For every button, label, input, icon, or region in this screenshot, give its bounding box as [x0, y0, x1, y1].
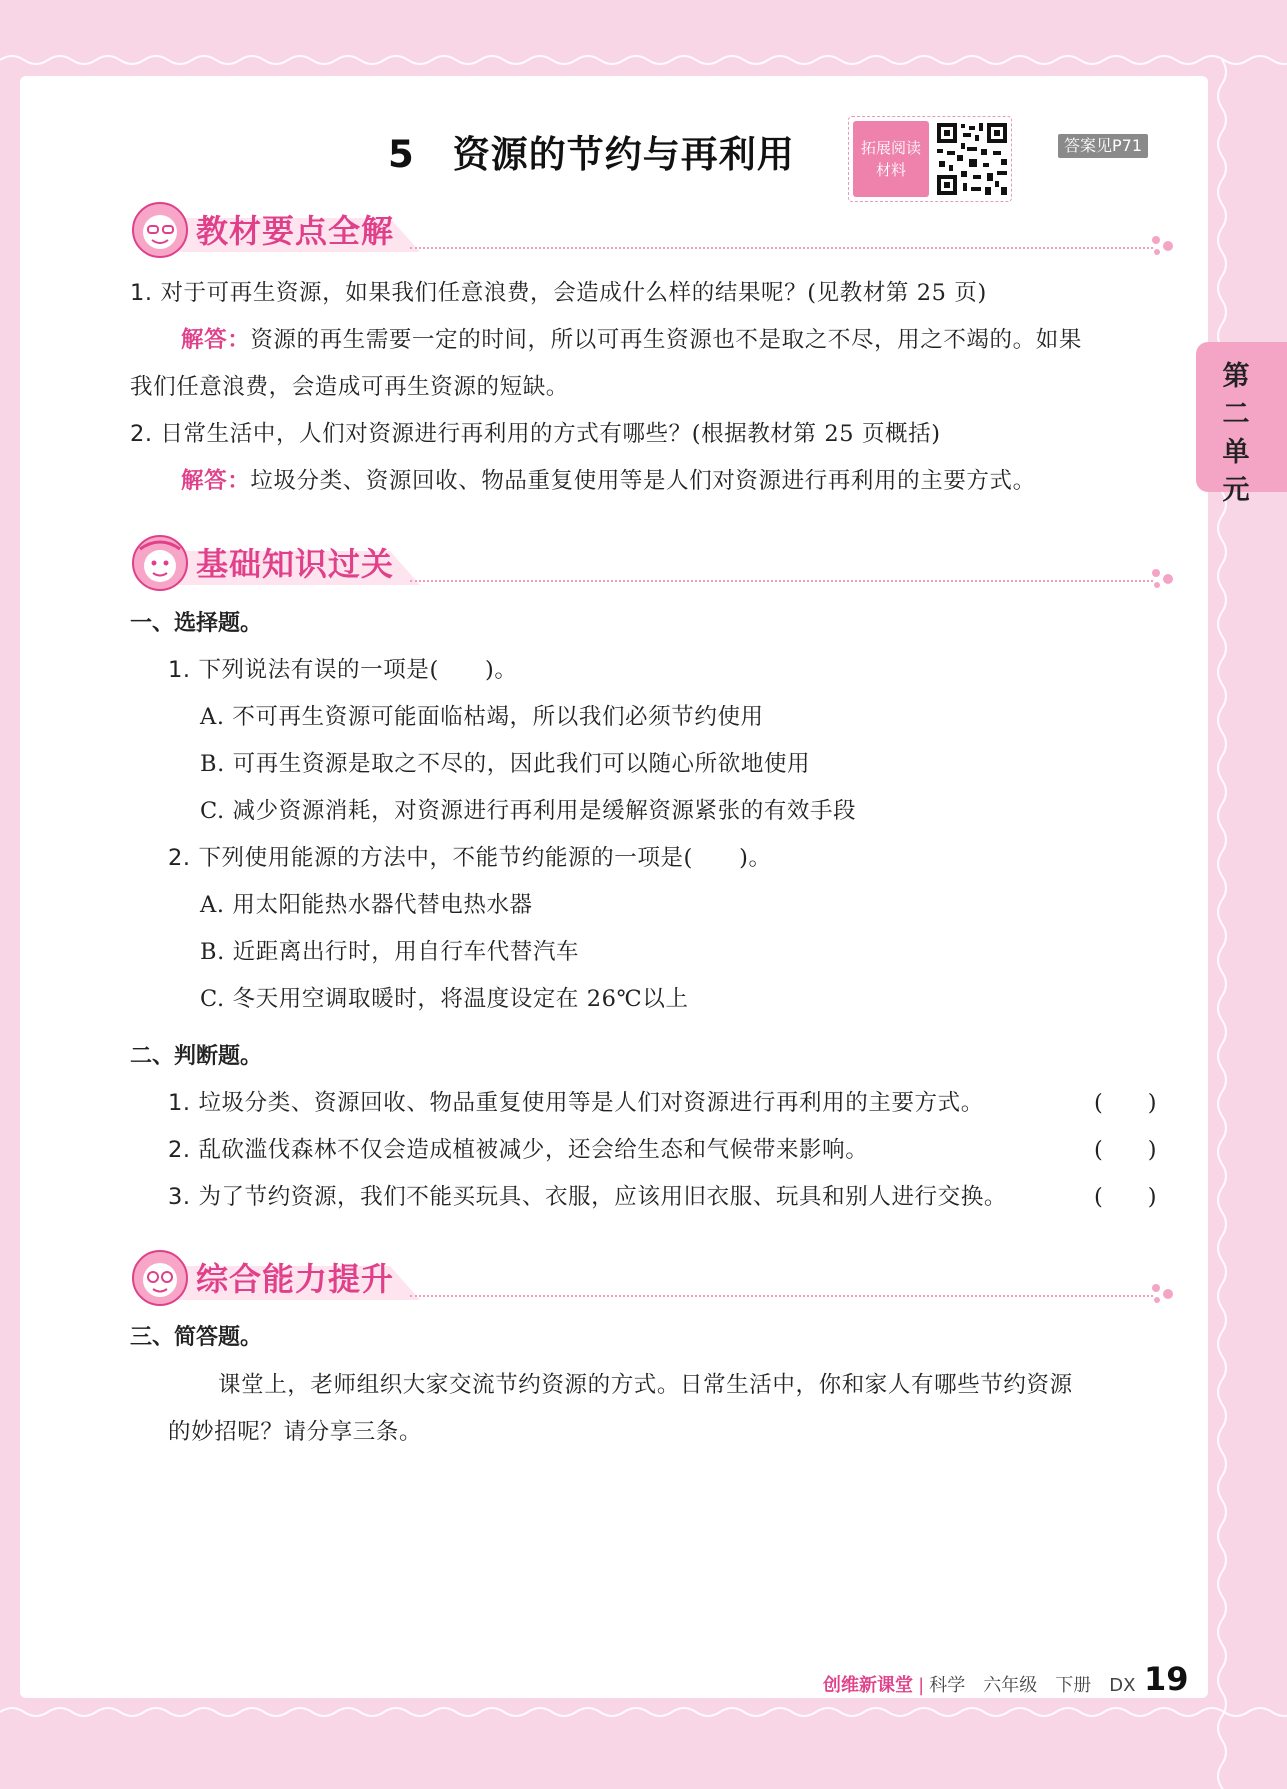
section-title-comprehensive: 综合能力提升 — [196, 1260, 395, 1298]
judge-heading: 二、判断题。 — [130, 1044, 263, 1069]
qr-code-icon[interactable] — [935, 121, 1009, 197]
answer-label: 解答： — [181, 327, 251, 353]
choice-q1-option-a[interactable]: A. 不可再生资源可能面临枯竭，所以我们必须节约使用 — [200, 704, 764, 730]
key-point-answer-1: 解答：资源的再生需要一定的时间，所以可再生资源也不是取之不尽，用之不竭的。如果 — [181, 327, 1082, 353]
judge-item-3: 3. 为了节约资源，我们不能买玩具、衣服，应该用旧衣服、玩具和别人进行交换。 — [168, 1184, 1007, 1210]
decorative-dots-icon — [1151, 568, 1175, 590]
decorative-dots-icon — [1151, 235, 1175, 257]
short-answer-heading: 三、简答题。 — [130, 1325, 263, 1350]
key-point-answer-2: 解答：垃圾分类、资源回收、物品重复使用等是人们对资源进行再利用的主要方式。 — [181, 468, 1036, 494]
cartoon-avatar-icon — [130, 200, 192, 258]
page-title: 5 资源的节约与再利用 — [388, 133, 795, 176]
footer-meta: 科学 六年级 下册 DX — [929, 1675, 1136, 1696]
section-header-key-points — [130, 200, 1175, 258]
footer-info — [823, 1671, 1135, 1697]
short-answer-prompt: 课堂上，老师组织大家交流节约资源的方式。日常生活中，你和家人有哪些节约资源 — [218, 1372, 1073, 1398]
unit-side-tab-text: 第二单元 — [1222, 361, 1250, 506]
qr-panel[interactable] — [848, 116, 1012, 202]
key-point-answer-1-cont: 我们任意浪费，会造成可再生资源的短缺。 — [130, 374, 569, 400]
section-header-comprehensive — [130, 1248, 1175, 1306]
section-title-basic-knowledge: 基础知识过关 — [196, 545, 395, 583]
section-divider — [410, 1295, 1153, 1297]
section-divider — [410, 247, 1153, 249]
qr-label: 拓展阅读材料 — [853, 121, 929, 197]
page-sheet — [20, 76, 1208, 1698]
section-divider — [410, 580, 1153, 582]
choice-question-1: 1. 下列说法有误的一项是( )。 — [168, 657, 518, 683]
judge-answer-blank-1[interactable]: ( ) — [1094, 1090, 1157, 1116]
judge-answer-blank-2[interactable]: ( ) — [1094, 1137, 1157, 1163]
key-point-question-2: 2. 日常生活中，人们对资源进行再利用的方式有哪些？(根据教材第 25 页概括) — [130, 421, 941, 447]
choice-q1-option-c[interactable]: C. 减少资源消耗，对资源进行再利用是缓解资源紧张的有效手段 — [200, 798, 857, 824]
choice-q1-option-b[interactable]: B. 可再生资源是取之不尽的，因此我们可以随心所欲地使用 — [200, 751, 811, 777]
decorative-dots-icon — [1151, 1283, 1175, 1305]
choice-q2-option-b[interactable]: B. 近距离出行时，用自行车代替汽车 — [200, 939, 580, 965]
short-answer-prompt-cont: 的妙招呢？请分享三条。 — [168, 1419, 423, 1445]
choice-heading: 一、选择题。 — [130, 611, 263, 636]
judge-item-2: 2. 乱砍滥伐森林不仅会造成植被减少，还会给生态和气候带来影响。 — [168, 1137, 869, 1163]
section-header-basic-knowledge — [130, 533, 1175, 591]
section-title-key-points: 教材要点全解 — [196, 212, 395, 250]
choice-q2-option-a[interactable]: A. 用太阳能热水器代替电热水器 — [200, 892, 533, 918]
footer-brand: 创维新课堂 — [823, 1675, 913, 1696]
cartoon-avatar-icon — [130, 533, 192, 591]
choice-q2-option-c[interactable]: C. 冬天用空调取暖时，将温度设定在 26℃以上 — [200, 986, 689, 1012]
unit-side-tab — [1196, 342, 1287, 506]
page-number: 19 — [1144, 1660, 1189, 1698]
cartoon-avatar-icon — [130, 1248, 192, 1306]
key-point-question-1: 1. 对于可再生资源，如果我们任意浪费，会造成什么样的结果呢？(见教材第 25 页) — [130, 280, 987, 306]
answer-reference-badge: 答案见P71 — [1058, 134, 1148, 158]
choice-question-2: 2. 下列使用能源的方法中，不能节约能源的一项是( )。 — [168, 845, 772, 871]
judge-answer-blank-3[interactable]: ( ) — [1094, 1184, 1157, 1210]
judge-item-1: 1. 垃圾分类、资源回收、物品重复使用等是人们对资源进行再利用的主要方式。 — [168, 1090, 984, 1116]
footer-separator: | — [918, 1675, 925, 1696]
answer-label: 解答： — [181, 468, 251, 494]
